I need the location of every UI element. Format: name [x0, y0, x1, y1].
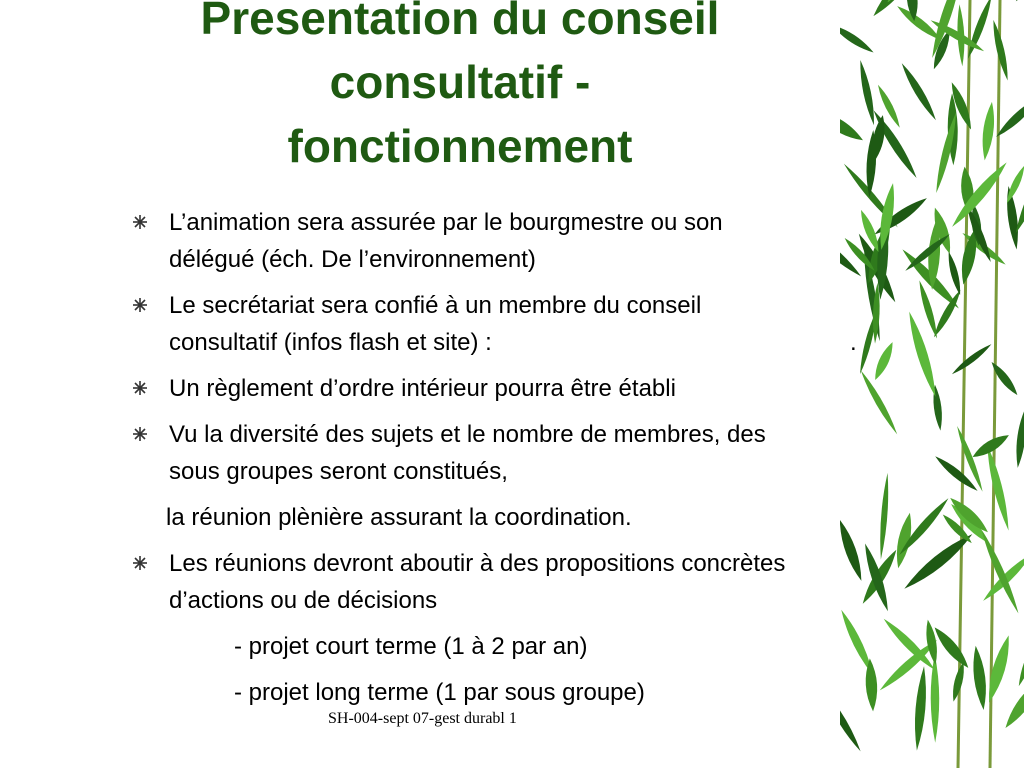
trailing-period: .	[850, 329, 857, 356]
bullet-text: consultatif (infos flash et site) :	[169, 329, 492, 356]
continuation-text: la réunion plènière assurant la coordination.	[166, 504, 632, 531]
bullet-text-line: d’actions ou de décisions	[169, 587, 438, 614]
asterisk-bullet-icon	[132, 297, 148, 313]
bullet-text-line: Les réunions devront aboutir à des propositions concrètes	[169, 550, 786, 577]
bullet-item-4	[130, 416, 1010, 490]
bullet-item-5	[130, 545, 1010, 619]
bullet-text-line: Le secrétariat sera confié à un membre du conseil	[169, 292, 702, 319]
sub-item-1: - projet court terme (1 à 2 par an)	[234, 633, 588, 660]
asterisk-bullet-icon	[132, 380, 148, 396]
bamboo-leaf	[1013, 0, 1024, 4]
bamboo-leaf	[980, 101, 997, 161]
asterisk-bullet-icon	[132, 426, 148, 442]
sub-item-2: - projet long terme (1 par sous groupe)	[234, 679, 645, 706]
asterisk-bullet-icon	[132, 214, 148, 230]
bamboo-leaf	[1014, 409, 1024, 468]
bullet-text-line: Un règlement d’ordre intérieur pourra être établi	[169, 375, 676, 402]
title-line-1: Presentation du conseil	[200, 0, 720, 44]
bamboo-leaf	[1015, 636, 1024, 688]
slide-title	[40, 0, 880, 178]
bullet-text-line: Vu la diversité des sujets et le nombre de membres, des	[169, 421, 766, 448]
title-line-2: consultatif -	[329, 56, 591, 108]
bullet-text-line: délégué (éch. De l’environnement)	[169, 246, 536, 273]
asterisk-bullet-icon	[132, 555, 148, 571]
bullet-text-line: L’animation sera assurée par le bourgmestre ou son	[169, 209, 723, 236]
bamboo-leaf	[1004, 164, 1024, 204]
bullet-item-1	[130, 204, 1010, 278]
footer-text: SH-004-sept 07-gest durabl 1	[328, 710, 517, 727]
bullet-text-line: sous groupes seront constitués,	[169, 458, 508, 485]
bullet-item-3	[130, 370, 1010, 407]
bamboo-leaf	[898, 61, 939, 122]
title-line-3: fonctionnement	[287, 120, 633, 172]
bullet-text-line	[169, 324, 1010, 361]
bullet-item-2	[130, 287, 1010, 361]
slide-body	[130, 204, 1010, 720]
